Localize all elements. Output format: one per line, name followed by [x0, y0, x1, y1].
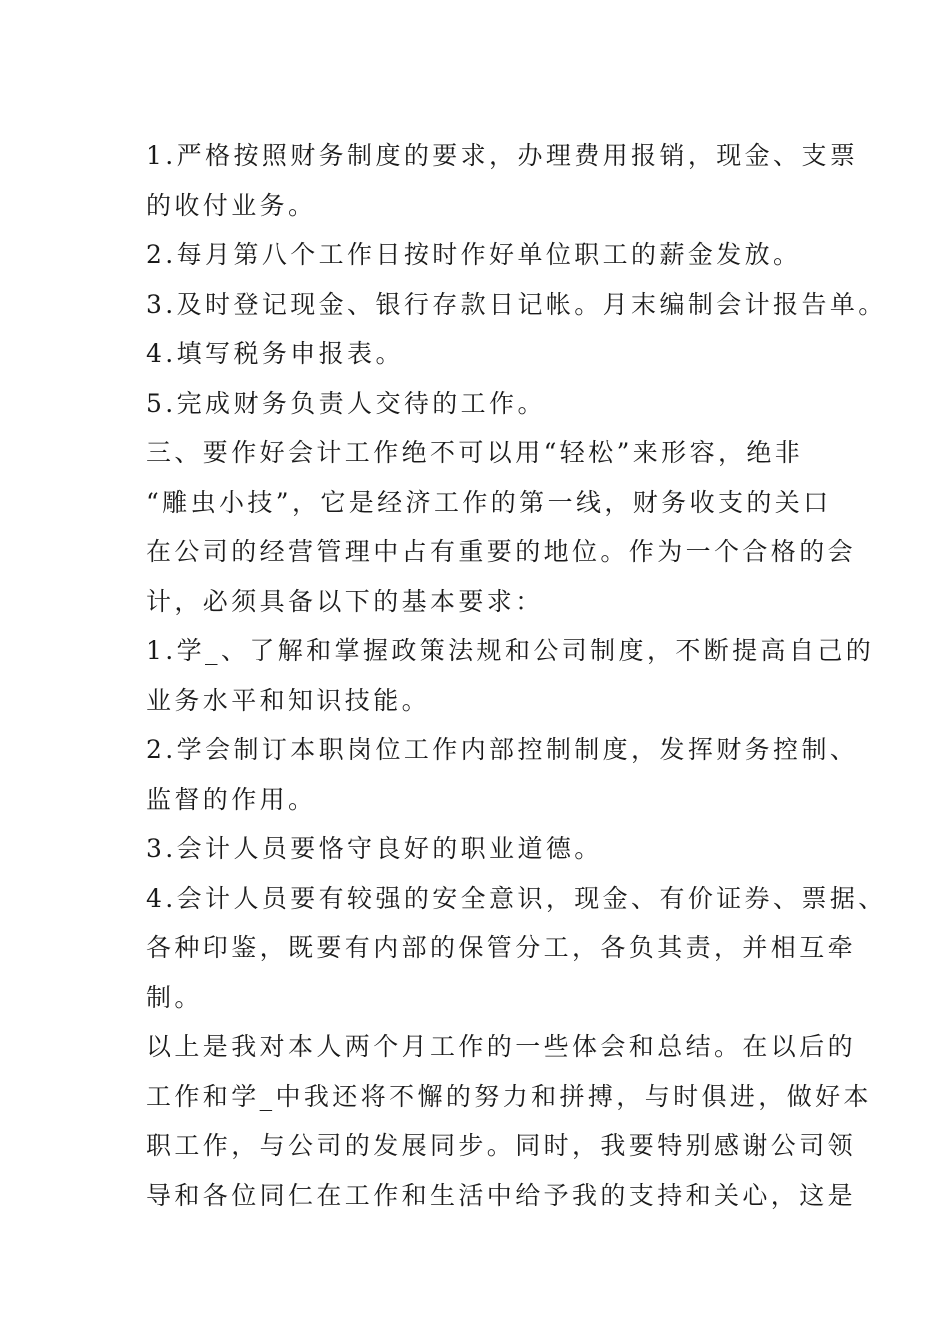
text-line: 4.填写税务申报表。: [146, 339, 404, 368]
text-line: 计，必须具备以下的基本要求：: [146, 586, 544, 616]
text-line: 制。: [146, 982, 203, 1012]
text-line: 以上是我对本人两个月工作的一些体会和总结。在以后的: [146, 1032, 857, 1061]
text-line: 的收付业务。: [146, 190, 317, 220]
text-line: 业务水平和知识技能。: [146, 685, 431, 715]
text-line: 2.学会制订本职岗位工作内部控制制度，发挥财务控制、: [146, 735, 859, 764]
text-line: 5.完成财务负责人交待的工作。: [146, 388, 546, 418]
text-line: 3.及时登记现金、银行存款日记帐。月末编制会计报告单。: [146, 289, 887, 319]
text-line: 各种印鉴，既要有内部的保管分工，各负其责，并相互牵: [146, 933, 857, 962]
text-line: “雕虫小技”，它是经济工作的第一线，财务收支的关口: [146, 487, 832, 517]
text-line: 职工作，与公司的发展同步。同时，我要特别感谢公司领: [146, 1131, 857, 1160]
text-line: 在公司的经营管理中占有重要的地位。作为一个合格的会: [146, 537, 857, 566]
text-line: 1.严格按照财务制度的要求，办理费用报销，现金、支票: [146, 141, 859, 170]
text-line: 导和各位同仁在工作和生活中给予我的支持和关心，这是: [146, 1180, 857, 1210]
document-body: [146, 131, 887, 1220]
text-line: 4.会计人员要有较强的安全意识，现金、有价证券、票据、: [146, 883, 887, 913]
text-line: 2.每月第八个工作日按时作好单位职工的薪金发放。: [146, 240, 802, 269]
text-line: 工作和学_中我还将不懈的努力和拼搏，与时俱进，做好本: [146, 1081, 872, 1111]
text-line: 3.会计人员要恪守良好的职业道德。: [146, 834, 603, 863]
text-line: 监督的作用。: [146, 784, 317, 814]
text-line: 三、要作好会计工作绝不可以用“轻松”来形容，绝非: [146, 438, 804, 467]
text-line: 1.学_、了解和掌握政策法规和公司制度，不断提高自己的: [146, 636, 875, 665]
